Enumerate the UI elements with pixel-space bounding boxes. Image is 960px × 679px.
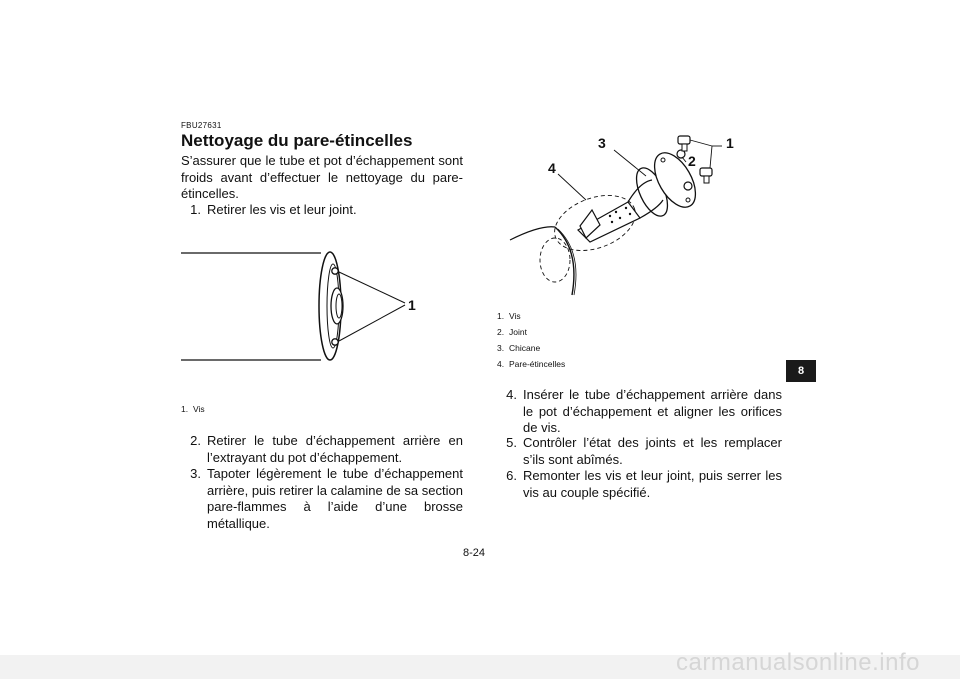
step-number: 5. — [506, 435, 517, 450]
step-4 — [497, 387, 782, 437]
intro-paragraph: S’assurer que le tube et pot d’échappement sont froids avant d’effectuer le nettoyage du pare-étincelles. — [181, 153, 463, 201]
screw-icon — [700, 168, 712, 183]
callout-4: 4 — [548, 160, 556, 176]
gasket-icon — [684, 182, 692, 190]
step-number: 4. — [506, 387, 517, 402]
step-text: Retirer le tube d’échappement arrière en l’extrayant du pot d’échappement. — [207, 433, 463, 465]
figure-muffler-end — [181, 245, 441, 385]
section-code: FBU27631 — [181, 121, 222, 130]
step-text: Tapoter légèrement le tube d’échappement arrière, puis retirer la calamine de sa section pare-flammes à l’aide d’une brosse métallique. — [207, 466, 463, 531]
screw-icon — [332, 268, 338, 274]
callout-1: 1 — [726, 135, 734, 151]
callout-2: 2 — [688, 153, 696, 169]
screw-icon — [332, 339, 338, 345]
step-2 — [181, 433, 463, 467]
figure1-caption: 1. Vis — [181, 404, 205, 414]
step-text: Contrôler l’état des joints et les remplacer s’ils sont abîmés. — [523, 435, 782, 467]
step-number: 6. — [506, 468, 517, 483]
step-number: 1. — [190, 202, 201, 217]
figure-spark-arrester — [500, 130, 790, 305]
step-number: 3. — [190, 466, 201, 481]
watermark: carmanualsonline.info — [676, 649, 920, 676]
section-title: Nettoyage du pare-étincelles — [181, 131, 413, 150]
step-5 — [497, 435, 782, 469]
step-text: Insérer le tube d’échappement arrière dans le pot d’échappement et aligner les orifices de vis. — [523, 387, 782, 435]
step-3 — [181, 466, 463, 532]
step-text: Remonter les vis et leur joint, puis serrer les vis au couple spécifié. — [523, 468, 782, 500]
figure2-caption-2: 2. Joint — [497, 327, 527, 337]
callout-1: 1 — [408, 297, 416, 313]
step-text: Retirer les vis et leur joint. — [207, 202, 357, 217]
step-1 — [181, 202, 463, 220]
chapter-tab: 8 — [786, 360, 816, 382]
page-number: 8-24 — [463, 547, 486, 559]
callout-3: 3 — [598, 135, 606, 151]
figure2-caption-4: 4. Pare-étincelles — [497, 359, 566, 369]
step-6 — [497, 468, 782, 502]
step-number: 2. — [190, 433, 201, 448]
screw-icon — [678, 136, 690, 151]
figure2-caption-1: 1. Vis — [497, 311, 521, 321]
figure2-caption-3: 3. Chicane — [497, 343, 541, 353]
